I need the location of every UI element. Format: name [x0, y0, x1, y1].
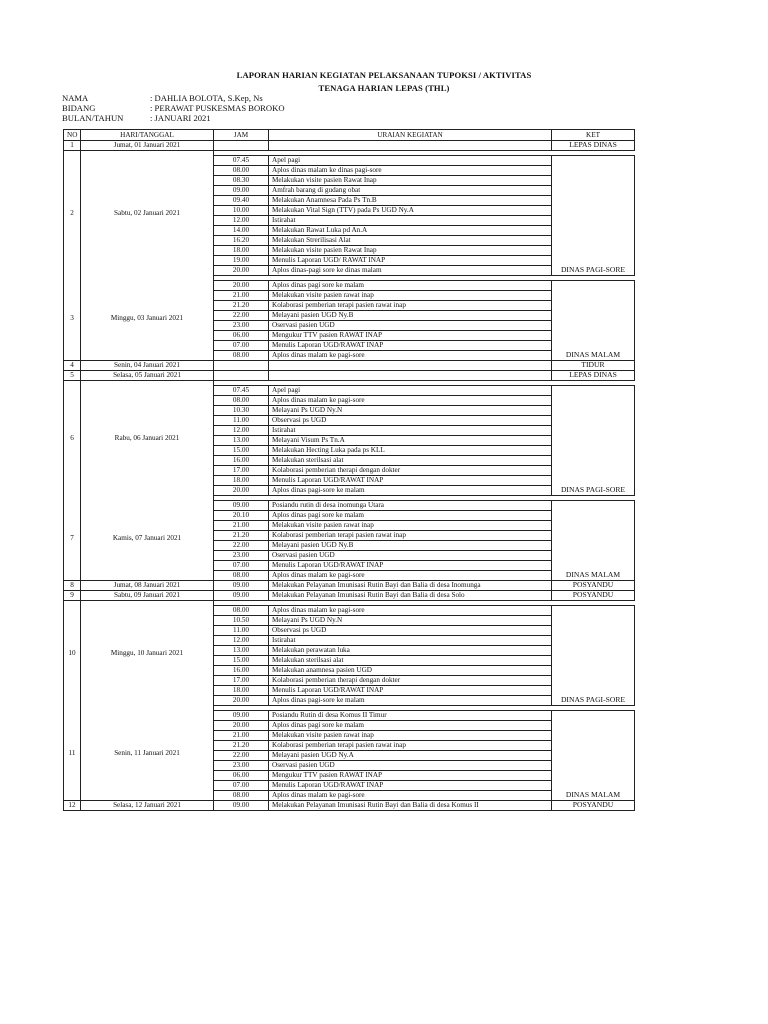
table-header-row — [64, 130, 635, 141]
row-activity: Observasi ps UGD — [269, 626, 552, 636]
row-time: 17.00 — [214, 676, 269, 686]
row-time: 22.00 — [214, 311, 269, 321]
row-activity: Melakukan visite pasien rawat inap — [269, 291, 552, 301]
info-row-bidang — [62, 103, 285, 113]
row-activity: Melayani Visum Ps Tn.A — [269, 436, 552, 446]
info-value: : JANUARI 2021 — [150, 113, 211, 124]
table-row — [64, 141, 635, 151]
row-activity: Melakukan visite pasien Rawat Inap — [269, 246, 552, 256]
row-time: 23.00 — [214, 321, 269, 331]
row-time: 16.00 — [214, 666, 269, 676]
row-time: 13.00 — [214, 646, 269, 656]
row-activity: Aplos dinas pagi-sore ke malam — [269, 486, 552, 496]
row-activity: Menulis Laporan UGD/RAWAT INAP — [269, 561, 552, 571]
row-time: 12.00 — [214, 216, 269, 226]
row-ket — [552, 206, 635, 216]
row-ket — [552, 656, 635, 666]
row-activity: Mengukur TTV pasien RAWAT INAP — [269, 331, 552, 341]
row-time — [214, 371, 269, 381]
row-day: Sabtu, 02 Januari 2021 — [81, 151, 214, 276]
row-activity: Aplos dinas malam ke pagi-sore — [269, 791, 552, 801]
row-time: 08.00 — [214, 571, 269, 581]
row-time: 07.45 — [214, 386, 269, 396]
row-activity: Melakukan Vital Sign (TTV) pada Ps UGD Ny.A — [269, 206, 552, 216]
row-time: 08.00 — [214, 351, 269, 361]
row-ket — [552, 311, 635, 321]
row-activity: Posiandu Rutin di desa Komus II Timur — [269, 711, 552, 721]
row-time: 09.00 — [214, 801, 269, 811]
row-time: 09.00 — [214, 711, 269, 721]
row-ket — [552, 331, 635, 341]
row-ket — [552, 436, 635, 446]
row-activity: Menulis Laporan UGD/RAWAT INAP — [269, 341, 552, 351]
row-number: 9 — [64, 591, 81, 601]
row-time: 22.00 — [214, 751, 269, 761]
row-activity: Menulis Laporan UGD/RAWAT INAP — [269, 686, 552, 696]
row-time: 20.00 — [214, 281, 269, 291]
row-time: 20.10 — [214, 511, 269, 521]
row-time: 07.00 — [214, 781, 269, 791]
row-time: 20.00 — [214, 486, 269, 496]
row-activity: Istirahat — [269, 216, 552, 226]
row-ket — [552, 686, 635, 696]
row-activity: Istirahat — [269, 636, 552, 646]
row-activity: Apel pagi — [269, 156, 552, 166]
row-time: 13.00 — [214, 436, 269, 446]
row-ket — [552, 396, 635, 406]
info-value: : DAHLIA BOLOTA, S.Kep, Ns — [150, 93, 263, 103]
row-time: 21.00 — [214, 731, 269, 741]
row-activity: Kolaborasi pemberian therapi dengan dokter — [269, 676, 552, 686]
row-ket: DINAS MALAM — [552, 791, 635, 801]
row-ket — [552, 226, 635, 236]
row-activity: Melayani Ps UGD Ny.N — [269, 406, 552, 416]
row-activity: Apel pagi — [269, 386, 552, 396]
row-ket — [552, 551, 635, 561]
row-activity: Aplos dinas pagi sore ke malam — [269, 281, 552, 291]
row-ket — [552, 186, 635, 196]
row-activity: Kolaborasi pemberian terapi pasien rawat inap — [269, 301, 552, 311]
row-ket: LEPAS DINAS — [552, 371, 635, 381]
row-activity: Melayani pasien UGD Ny.A — [269, 751, 552, 761]
row-ket: TIDUR — [552, 361, 635, 371]
row-time: 12.00 — [214, 636, 269, 646]
row-ket — [552, 406, 635, 416]
row-time: 11.00 — [214, 626, 269, 636]
row-ket — [552, 606, 635, 616]
table-row — [64, 361, 635, 371]
row-ket — [552, 236, 635, 246]
row-ket — [552, 216, 635, 226]
row-ket — [552, 676, 635, 686]
row-activity: Aplos dinas pagi sore ke malam — [269, 721, 552, 731]
row-time: 21.00 — [214, 521, 269, 531]
info-value: : PERAWAT PUSKESMAS BOROKO — [150, 103, 285, 114]
row-activity: Melakukan Anamnesa Pada Ps Tn.B — [269, 196, 552, 206]
row-number: 3 — [64, 276, 81, 361]
row-activity: Aplos dinas-pagi sore ke dinas malam — [269, 266, 552, 276]
row-ket — [552, 561, 635, 571]
row-ket — [552, 196, 635, 206]
row-activity: Menulis Laporan UGD/RAWAT INAP — [269, 476, 552, 486]
row-time: 23.00 — [214, 761, 269, 771]
row-ket — [552, 156, 635, 166]
row-activity: Kolaborasi pemberian terapi pasien rawat inap — [269, 741, 552, 751]
info-label: NAMA — [62, 93, 89, 103]
row-ket — [552, 501, 635, 511]
row-ket — [552, 291, 635, 301]
row-time — [214, 141, 269, 151]
row-ket — [552, 476, 635, 486]
employee-info — [62, 93, 285, 124]
row-activity: Melakukan Pelayanan Imunisasi Rutin Bayi dan Balia di desa Inomunga — [269, 581, 552, 591]
row-ket — [552, 416, 635, 426]
row-activity: Melakukan visite pasien rawat inap — [269, 731, 552, 741]
row-ket — [552, 426, 635, 436]
row-activity: Aplos dinas malam ke pagi-sore — [269, 396, 552, 406]
row-time: 07.45 — [214, 156, 269, 166]
row-time: 20.00 — [214, 696, 269, 706]
row-day: Minggu, 10 Januari 2021 — [81, 601, 214, 706]
col-header-no: NO — [64, 130, 81, 141]
row-time: 10.30 — [214, 406, 269, 416]
row-ket — [552, 721, 635, 731]
row-day: Sabtu, 09 Januari 2021 — [81, 591, 214, 601]
row-time: 12.00 — [214, 426, 269, 436]
row-time: 19.00 — [214, 256, 269, 266]
row-time: 08.00 — [214, 166, 269, 176]
row-ket — [552, 321, 635, 331]
row-ket — [552, 636, 635, 646]
row-ket — [552, 166, 635, 176]
row-activity: Mengukur TTV pasien RAWAT INAP — [269, 771, 552, 781]
row-time: 10.00 — [214, 206, 269, 216]
col-header-day: HARI/TANGGAL — [81, 130, 214, 141]
row-time: 09.00 — [214, 501, 269, 511]
row-number: 6 — [64, 381, 81, 496]
row-activity: Aplos dinas pagi sore ke malam — [269, 511, 552, 521]
row-activity: Oservasi pasien UGD — [269, 321, 552, 331]
row-ket — [552, 456, 635, 466]
row-time: 23.00 — [214, 551, 269, 561]
row-ket: POSYANDU — [552, 801, 635, 811]
row-activity: Aplos dinas malam ke pagi-sore — [269, 571, 552, 581]
row-activity: Oservasi pasien UGD — [269, 551, 552, 561]
info-row-bulan-tahun — [62, 113, 285, 123]
row-activity: Istirahat — [269, 426, 552, 436]
row-activity: Melakukan Pelayanan Imunisasi Rutin Bayi dan Balia di desa Komus II — [269, 801, 552, 811]
row-time: 07.00 — [214, 561, 269, 571]
row-ket: LEPAS DINAS — [552, 141, 635, 151]
row-ket — [552, 761, 635, 771]
row-activity: Melakukan Rawat Luka pd An.A — [269, 226, 552, 236]
row-time: 21.20 — [214, 741, 269, 751]
row-ket — [552, 771, 635, 781]
row-number: 5 — [64, 371, 81, 381]
row-ket: DINAS MALAM — [552, 571, 635, 581]
row-number: 10 — [64, 601, 81, 706]
report-subtitle: TENAGA HARIAN LEPAS (THL) — [318, 83, 450, 93]
row-activity: Posiandu rutin di desa inomunga Utara — [269, 501, 552, 511]
row-time: 15.00 — [214, 656, 269, 666]
info-label: BULAN/TAHUN — [62, 113, 124, 124]
row-number: 11 — [64, 706, 81, 801]
row-time: 08.00 — [214, 606, 269, 616]
row-time: 20.00 — [214, 266, 269, 276]
row-ket — [552, 646, 635, 656]
row-activity: Melayani pasien UGD Ny.B — [269, 541, 552, 551]
row-activity: Kolaborasi pemberian terapi pasien rawat inap — [269, 531, 552, 541]
row-ket — [552, 616, 635, 626]
row-ket — [552, 176, 635, 186]
table-row — [64, 581, 635, 591]
row-activity: Melayani Ps UGD Ny.N — [269, 616, 552, 626]
row-time: 06.00 — [214, 331, 269, 341]
row-time: 14.00 — [214, 226, 269, 236]
row-activity: Melakukan Strerilisasi Alat — [269, 236, 552, 246]
row-activity: Aplos dinas malam ke pagi-sore — [269, 351, 552, 361]
row-number: 8 — [64, 581, 81, 591]
row-ket — [552, 711, 635, 721]
row-day: Jumat, 01 Januari 2021 — [81, 141, 214, 151]
row-activity: Amfrah barang di gudang obat — [269, 186, 552, 196]
row-time: 16.20 — [214, 236, 269, 246]
row-time — [214, 361, 269, 371]
col-header-jam: JAM — [214, 130, 269, 141]
row-activity: Melakukan visite pasien Rawat Inap — [269, 176, 552, 186]
row-ket — [552, 466, 635, 476]
row-activity: Aplos dinas malam ke pagi-sore — [269, 606, 552, 616]
row-time: 18.00 — [214, 686, 269, 696]
row-time: 18.00 — [214, 246, 269, 256]
row-ket — [552, 531, 635, 541]
row-activity: Oservasi pasien UGD — [269, 761, 552, 771]
row-day: Kamis, 07 Januari 2021 — [81, 496, 214, 581]
row-ket — [552, 741, 635, 751]
row-activity: Melayani pasien UGD Ny.B — [269, 311, 552, 321]
row-activity: Menulis Laporan UGD/ RAWAT INAP — [269, 256, 552, 266]
row-ket — [552, 446, 635, 456]
row-activity — [269, 141, 552, 151]
row-ket — [552, 626, 635, 636]
row-number: 1 — [64, 141, 81, 151]
report-title: LAPORAN HARIAN KEGIATAN PELAKSANAAN TUPOKSI / AKTIVITAS — [236, 70, 532, 80]
row-ket — [552, 301, 635, 311]
row-time: 10.50 — [214, 616, 269, 626]
row-number: 4 — [64, 361, 81, 371]
row-ket — [552, 386, 635, 396]
table-body — [64, 141, 635, 811]
row-ket: DINAS MALAM — [552, 351, 635, 361]
row-activity: Observasi ps UGD — [269, 416, 552, 426]
row-time: 08.30 — [214, 176, 269, 186]
info-row-nama — [62, 93, 285, 103]
row-day: Senin, 11 Januari 2021 — [81, 706, 214, 801]
row-activity — [269, 361, 552, 371]
row-time: 21.00 — [214, 291, 269, 301]
row-time: 07.00 — [214, 341, 269, 351]
table-row — [64, 591, 635, 601]
row-ket — [552, 781, 635, 791]
row-ket: DINAS PAGI-SORE — [552, 266, 635, 276]
info-label: BIDANG — [62, 103, 96, 114]
row-time: 21.20 — [214, 531, 269, 541]
row-day: Jumat, 08 Januari 2021 — [81, 581, 214, 591]
row-day: Rabu, 06 Januari 2021 — [81, 381, 214, 496]
row-number: 7 — [64, 496, 81, 581]
row-activity: Melakukan Hecting Luka pada ps KLL — [269, 446, 552, 456]
row-day: Selasa, 05 Januari 2021 — [81, 371, 214, 381]
row-activity — [269, 371, 552, 381]
row-activity: Melakukan anamnesa pasien UGD — [269, 666, 552, 676]
row-ket — [552, 256, 635, 266]
row-time: 09.40 — [214, 196, 269, 206]
row-activity: Melakukan visite pasien rawat inap — [269, 521, 552, 531]
row-activity: Menulis Laporan UGD/RAWAT INAP — [269, 781, 552, 791]
row-time: 20.00 — [214, 721, 269, 731]
row-activity: Melakukan perawatan luka — [269, 646, 552, 656]
row-activity: Melakukan sterilsasi alat — [269, 656, 552, 666]
row-time: 06.00 — [214, 771, 269, 781]
row-day: Senin, 04 Januari 2021 — [81, 361, 214, 371]
row-ket — [552, 751, 635, 761]
row-ket — [552, 541, 635, 551]
row-time: 15.00 — [214, 446, 269, 456]
row-ket: POSYANDU — [552, 581, 635, 591]
row-time: 09.00 — [214, 591, 269, 601]
row-activity: Kolaborasi pemberian therapi dengan dokter — [269, 466, 552, 476]
row-day: Minggu, 03 Januari 2021 — [81, 276, 214, 361]
row-time: 08.00 — [214, 791, 269, 801]
row-time: 08.00 — [214, 396, 269, 406]
row-number: 2 — [64, 151, 81, 276]
table-row — [64, 371, 635, 381]
row-ket — [552, 246, 635, 256]
row-ket: POSYANDU — [552, 591, 635, 601]
row-ket — [552, 521, 635, 531]
row-time: 09.00 — [214, 581, 269, 591]
row-number: 12 — [64, 801, 81, 811]
row-ket — [552, 281, 635, 291]
row-time: 16.00 — [214, 456, 269, 466]
row-day: Selasa, 12 Januari 2021 — [81, 801, 214, 811]
row-ket: DINAS PAGI-SORE — [552, 486, 635, 496]
row-time: 22.00 — [214, 541, 269, 551]
row-time: 17.00 — [214, 466, 269, 476]
row-ket — [552, 666, 635, 676]
row-time: 11.00 — [214, 416, 269, 426]
row-activity: Melakukan sterilsasi alat — [269, 456, 552, 466]
row-activity: Aplos dinas malam ke dinas pagi-sore — [269, 166, 552, 176]
col-header-ket: KET — [552, 130, 635, 141]
row-ket — [552, 511, 635, 521]
row-time: 09.00 — [214, 186, 269, 196]
row-activity: Aplos dinas pagi-sore ke malam — [269, 696, 552, 706]
row-ket — [552, 731, 635, 741]
row-activity: Melakukan Pelayanan Imunisasi Rutin Bayi dan Balia di desa Solo — [269, 591, 552, 601]
row-ket — [552, 341, 635, 351]
row-time: 18.00 — [214, 476, 269, 486]
activity-table — [63, 129, 635, 811]
col-header-activity: URAIAN KEGIATAN — [269, 130, 552, 141]
row-ket: DINAS PAGI-SORE — [552, 696, 635, 706]
table-row — [64, 801, 635, 811]
row-time: 21.20 — [214, 301, 269, 311]
